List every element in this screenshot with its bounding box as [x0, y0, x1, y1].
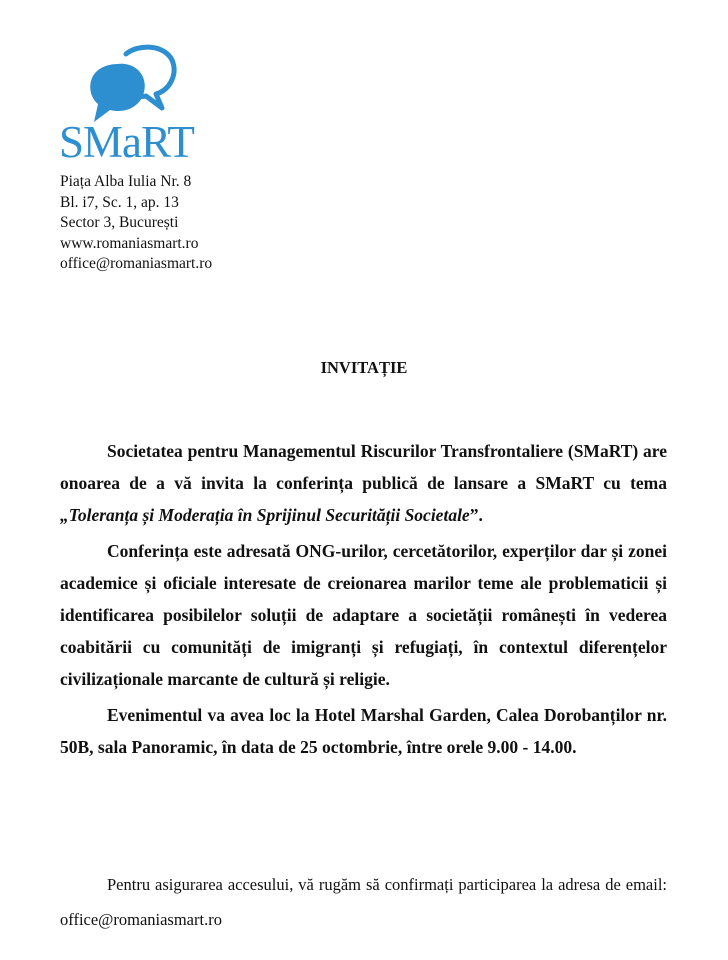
paragraph-2-text: Conferința este adresată ONG-urilor, cercetătorilor, experților dar și zonei academice și oficiale interesate de creionarea marilor teme ale problematicii și identificarea posibilelor soluții de adaptare a societății românești în vederea coabitării cu comunități de imigranți și refugiați, în contextul diferențelor civilizaționale marcante de cultură și religie.: [60, 541, 667, 689]
address-line-street: Piața Alba Iulia Nr. 8: [60, 173, 192, 190]
invitation-paragraph-1: [60, 435, 667, 531]
address-line-email: office@romaniasmart.ro: [60, 255, 213, 272]
paragraph-3-text: Evenimentul va avea loc la Hotel Marshal Garden, Calea Dorobanților nr. 50B, sala Panoramic, în data de 25 octombrie, între orele 9.00 - 14.00.: [60, 705, 667, 757]
smart-logo: [59, 42, 228, 177]
invitation-paragraph-2: [60, 535, 667, 695]
closing-text: Pentru asigurarea accesului, vă rugăm să confirmați participarea la adresa de email: office@romaniasmart.ro: [60, 875, 667, 929]
logo-wordmark: SMaRT: [59, 117, 194, 167]
closing-paragraph: [60, 867, 667, 937]
conference-theme: „Toleranța și Moderația în Sprijinul Securității Societale: [60, 505, 470, 525]
invitation-paragraph-3: [60, 699, 667, 763]
paragraph-1-end: ”.: [469, 505, 483, 525]
address-line-city: Sector 3, București: [60, 214, 179, 231]
address-line-website: www.romaniasmart.ro: [60, 234, 199, 252]
document-title: INVITAȚIE: [320, 358, 408, 377]
address-line-building: Bl. i7, Sc. 1, ap. 13: [60, 193, 179, 211]
paragraph-1-text: Societatea pentru Managementul Riscurilor Transfrontaliere (SMaRT) are onoarea de a vă invita la conferința publică de lansare a SMaRT cu tema: [60, 441, 667, 493]
speech-bubbles-icon: [86, 42, 178, 124]
sender-address: [60, 172, 212, 275]
